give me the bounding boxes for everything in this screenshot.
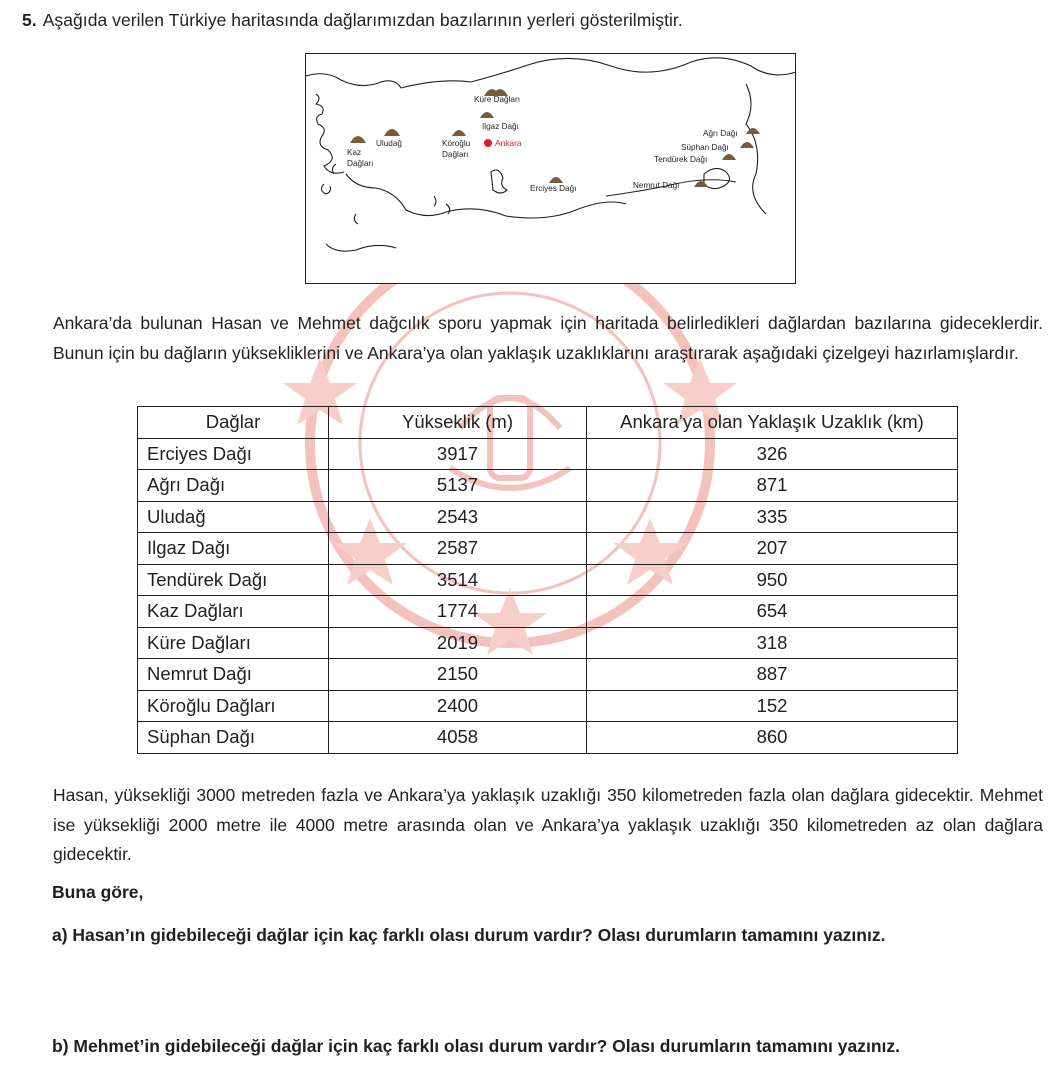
table-row — [138, 596, 958, 628]
cell-height: 1774 — [329, 596, 587, 628]
table-row — [138, 533, 958, 565]
cell-height: 5137 — [329, 470, 587, 502]
table-row — [138, 627, 958, 659]
cell-distance: 335 — [587, 501, 958, 533]
mountain-icon-erciyes — [549, 177, 563, 183]
mountain-icon-uludag — [384, 129, 400, 136]
table-row — [138, 690, 958, 722]
map-label-suphan: Süphan Dağı — [681, 143, 729, 152]
cell-distance: 654 — [587, 596, 958, 628]
header-uzaklik: Ankara’ya olan Yaklaşık Uzaklık (km) — [587, 407, 958, 439]
table-row — [138, 564, 958, 596]
cell-height: 2150 — [329, 659, 587, 691]
mountain-markers — [350, 89, 760, 187]
map-label-kaz-1: Kaz — [347, 148, 362, 157]
map-label-nemrut: Nemrut Dağı — [633, 181, 680, 190]
table-row — [138, 501, 958, 533]
cell-name: Süphan Dağı — [138, 722, 329, 754]
question-title — [22, 10, 683, 31]
mountain-icon-agri — [746, 128, 760, 134]
turkey-map — [305, 53, 796, 284]
header-yukseklik: Yükseklik (m) — [329, 407, 587, 439]
question-number: 5. — [22, 10, 37, 30]
mountain-icon-tendurek — [722, 154, 736, 160]
map-label-tendurek: Tendürek Dağı — [654, 155, 708, 164]
mountains-table — [137, 406, 958, 754]
table-row — [138, 659, 958, 691]
cell-name: Tendürek Dağı — [138, 564, 329, 596]
cell-height: 2543 — [329, 501, 587, 533]
map-label-ankara: Ankara — [495, 138, 522, 148]
map-label-uludag: Uludağ — [376, 139, 402, 148]
cell-height: 2019 — [329, 627, 587, 659]
cell-height: 3917 — [329, 438, 587, 470]
cell-distance: 326 — [587, 438, 958, 470]
table-row — [138, 722, 958, 754]
mountain-icon-kaz — [350, 136, 366, 143]
header-daglar: Dağlar — [138, 407, 329, 439]
mountain-icon-ilgaz — [480, 112, 494, 118]
cell-name: Nemrut Dağı — [138, 659, 329, 691]
ankara-dot-icon — [484, 139, 492, 147]
cell-distance: 950 — [587, 564, 958, 596]
cell-name: Ilgaz Dağı — [138, 533, 329, 565]
cell-name: Erciyes Dağı — [138, 438, 329, 470]
map-label-koroglu-1: Köroğlu — [442, 139, 471, 148]
map-label-koroglu-2: Dağları — [442, 150, 469, 159]
mountain-icon-koroglu — [452, 130, 466, 136]
cell-height: 2587 — [329, 533, 587, 565]
mountain-icon-nemrut — [694, 181, 708, 187]
cell-height: 4058 — [329, 722, 587, 754]
cell-distance: 887 — [587, 659, 958, 691]
conditions-paragraph: Hasan, yüksekliği 3000 metreden fazla ve Ankara’ya yaklaşık uzaklığı 350 kilometreden fazla olan dağlara gidecektir. Mehmet ise yüksekliği 2000 metre ile 4000 metre arasında olan ve Ankara’ya yaklaşık uzaklığı 350 kilometreden az olan dağlara gidecektir. — [53, 785, 1043, 864]
cell-distance: 860 — [587, 722, 958, 754]
table-row — [138, 438, 958, 470]
map-label-kure: Küre Dağları — [474, 95, 520, 104]
cell-name: Ağrı Dağı — [138, 470, 329, 502]
question-a: a) Hasan’ın gidebileceği dağlar için kaç farklı olası durum vardır? Olası durumların tamamını yazınız. — [52, 925, 886, 945]
map-label-agri: Ağrı Dağı — [703, 129, 738, 138]
cell-height: 3514 — [329, 564, 587, 596]
map-outline — [306, 58, 795, 251]
map-label-erciyes: Erciyes Dağı — [530, 184, 577, 193]
map-label-ilgaz: Ilgaz Dağı — [482, 122, 519, 131]
table-row — [138, 470, 958, 502]
intro-paragraph: Ankara’da bulunan Hasan ve Mehmet dağcılık sporu yapmak için haritada belirledikleri dağlardan bazılarına gideceklerdir. Bunun için bu dağların yüksekliklerini ve Ankara’ya olan yaklaşık uzaklıklarını araştırarak aşağıdaki çizelgeyi hazırlamışlardır. — [53, 313, 1043, 363]
table-header-row — [138, 407, 958, 439]
cell-distance: 871 — [587, 470, 958, 502]
cell-name: Küre Dağları — [138, 627, 329, 659]
cell-name: Uludağ — [138, 501, 329, 533]
lead-text: Buna göre, — [52, 882, 144, 902]
question-text: Aşağıda verilen Türkiye haritasında dağlarımızdan bazılarının yerleri gösterilmiştir. — [42, 10, 683, 30]
map-label-kaz-2: Dağları — [347, 159, 374, 168]
cell-name: Kaz Dağları — [138, 596, 329, 628]
mountain-icon-suphan — [740, 142, 754, 148]
cell-height: 2400 — [329, 690, 587, 722]
cell-distance: 207 — [587, 533, 958, 565]
cell-distance: 152 — [587, 690, 958, 722]
question-b: b) Mehmet’in gidebileceği dağlar için kaç farklı olası durum vardır? Olası durumların tamamını yazınız. — [52, 1036, 900, 1056]
cell-name: Köroğlu Dağları — [138, 690, 329, 722]
cell-distance: 318 — [587, 627, 958, 659]
